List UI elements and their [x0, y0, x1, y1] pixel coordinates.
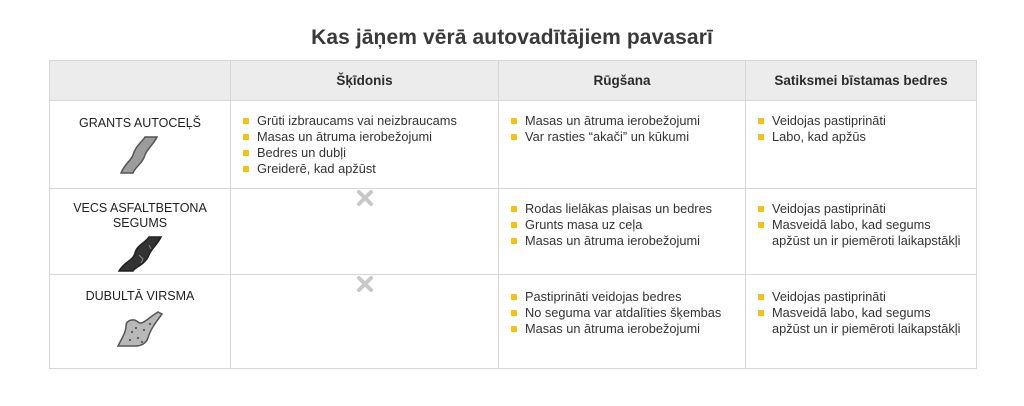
table-row: [50, 275, 977, 369]
list-item: Masveidā labo, kad segums apžūst un ir piemēroti laikapstākļi: [758, 305, 968, 337]
header-empty: [50, 61, 231, 101]
header-bedres: Satiksmei bīstamas bedres: [746, 61, 977, 101]
bullet-list: [499, 289, 745, 337]
double-surface-road-icon: [114, 308, 166, 348]
row-header-gravel: [50, 101, 231, 189]
list-item: Veidojas pastiprināti: [758, 113, 968, 129]
page-title: Kas jāņem vērā autovadītājiem pavasarī: [311, 26, 713, 49]
header-rugsana: Rūgšana: [499, 61, 746, 101]
table-row: [50, 189, 977, 275]
list-item: Greiderē, kad apžūst: [243, 161, 490, 177]
cell-gravel-bedres: [746, 101, 977, 189]
list-item: Grunts masa uz ceļa: [511, 217, 737, 233]
row-header-double: [50, 275, 231, 369]
cell-asphalt-bedres: [746, 189, 977, 275]
bullet-list: [746, 201, 976, 249]
list-item: Masas un ātruma ierobežojumi: [511, 233, 737, 249]
row-header-asphalt: [50, 189, 231, 275]
list-item: Masas un ātruma ierobežojumi: [511, 113, 737, 129]
row-label: GRANTS AUTOCEĻŠ: [78, 116, 202, 130]
cross-icon: [356, 189, 374, 207]
bullet-list: [746, 289, 976, 337]
list-item: Masas un ātruma ierobežojumi: [511, 321, 737, 337]
cross-icon: [356, 275, 374, 293]
cell-gravel-skidonis: [231, 101, 499, 189]
list-item: Grūti izbraucams vai neizbraucams: [243, 113, 490, 129]
table-row: [50, 101, 977, 189]
row-label: VECS ASFALTBETONA SEGUMS: [73, 201, 207, 230]
list-item: Veidojas pastiprināti: [758, 201, 968, 217]
bullet-list: [746, 113, 976, 145]
asphalt-road-icon: [115, 235, 165, 273]
cell-asphalt-skidonis: [231, 189, 499, 275]
list-item: Var rasties “akači” un kūkumi: [511, 129, 737, 145]
list-item: Masveidā labo, kad segums apžūst un ir piemēroti laikapstākļi: [758, 217, 968, 249]
cell-gravel-rugsana: [499, 101, 746, 189]
list-item: No seguma var atdalīties šķembas: [511, 305, 737, 321]
list-item: Bedres un dubļi: [243, 145, 490, 161]
comparison-table: [49, 60, 977, 369]
gravel-road-icon: [115, 135, 165, 175]
header-skidonis: Šķīdonis: [231, 61, 499, 101]
cell-double-bedres: [746, 275, 977, 369]
bullet-list: [231, 113, 498, 177]
list-item: Veidojas pastiprināti: [758, 289, 968, 305]
list-item: Masas un ātruma ierobežojumi: [243, 129, 490, 145]
row-label: DUBULTĀ VIRSMA: [85, 289, 195, 303]
cell-asphalt-rugsana: [499, 189, 746, 275]
cell-double-skidonis: [231, 275, 499, 369]
bullet-list: [499, 113, 745, 145]
bullet-list: [499, 201, 745, 249]
list-item: Labo, kad apžūs: [758, 129, 968, 145]
list-item: Rodas lielākas plaisas un bedres: [511, 201, 737, 217]
cell-double-rugsana: [499, 275, 746, 369]
header-row: [50, 61, 977, 101]
list-item: Pastiprināti veidojas bedres: [511, 289, 737, 305]
